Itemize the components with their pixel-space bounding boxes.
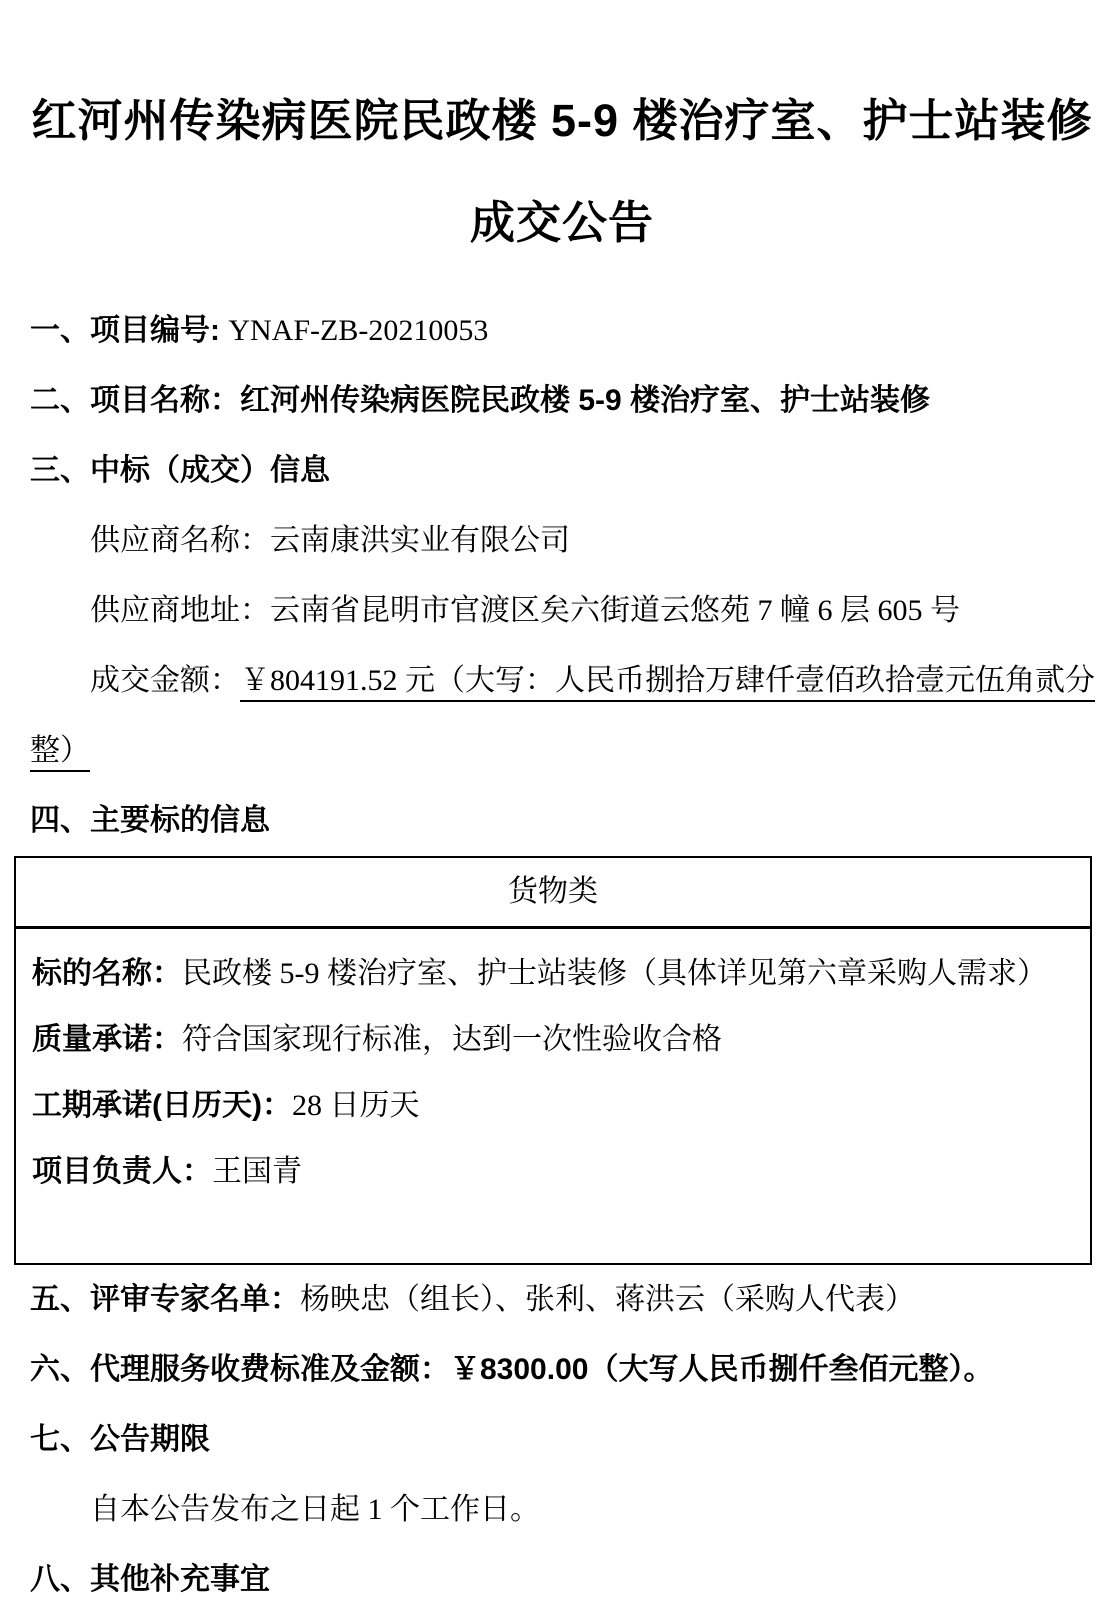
table-row	[32, 1007, 1074, 1073]
table-row	[32, 1139, 1074, 1205]
award-amount-label: 成交金额：	[90, 664, 240, 697]
section-experts	[30, 1265, 1100, 1335]
section-project-name	[30, 366, 1100, 436]
supplier-name-line: 供应商名称：云南康洪实业有限公司	[90, 524, 570, 557]
table-row	[32, 1073, 1074, 1139]
table-header-category: 货物类	[16, 858, 1090, 929]
section-award-info-heading: 三、中标（成交）信息	[30, 454, 330, 487]
quality-promise-label: 质量承诺：	[32, 1023, 182, 1056]
section-notice-period-heading: 七、公告期限	[30, 1423, 210, 1456]
table-row	[32, 941, 1074, 1007]
agency-fee-label: 六、代理服务收费标准及金额：	[30, 1353, 450, 1386]
subject-name-value: 民政楼 5-9 楼治疗室、护士站装修（具体详见第六章采购人需求）	[182, 957, 1047, 990]
section-project-number	[30, 296, 1100, 366]
section-other-heading: 八、其他补充事宜	[30, 1563, 270, 1596]
project-name-label: 二、项目名称：	[30, 384, 240, 417]
section-agency-fee	[30, 1335, 1100, 1405]
award-amount-line	[30, 646, 1100, 786]
project-number-value: YNAF-ZB-20210053	[228, 314, 489, 347]
section-main-subject-heading: 四、主要标的信息	[30, 804, 270, 837]
table-body	[16, 929, 1090, 1263]
duration-promise-value: 28 日历天	[291, 1089, 420, 1122]
project-name-value: 红河州传染病医院民政楼 5-9 楼治疗室、护士站装修	[240, 384, 931, 417]
project-manager-label: 项目负责人：	[32, 1155, 212, 1188]
page-title: 红河州传染病医院民政楼 5-9 楼治疗室、护士站装修成交公告	[31, 95, 1093, 248]
experts-value: 杨映忠（组长）、张利、蒋洪云（采购人代表）	[300, 1283, 915, 1316]
document-body	[30, 296, 1100, 1615]
experts-label: 五、评审专家名单：	[30, 1283, 300, 1316]
notice-period-body: 自本公告发布之日起 1 个工作日。	[90, 1493, 540, 1526]
duration-promise-label: 工期承诺(日历天)：	[32, 1089, 292, 1122]
award-amount-value: ￥804191.52 元（大写：人民币捌拾万肆仟壹佰玖拾壹元伍角贰分整）	[30, 664, 1095, 767]
project-number-label: 一、项目编号:	[30, 314, 229, 347]
project-manager-value: 王国青	[212, 1155, 302, 1188]
subject-name-label: 标的名称：	[32, 957, 182, 990]
main-subject-table	[14, 856, 1092, 1265]
agency-fee-value: ￥8300.00（大写人民币捌仟叁佰元整）。	[450, 1353, 994, 1386]
supplier-address-line: 供应商地址：云南省昆明市官渡区矣六街道云悠苑 7 幢 6 层 605 号	[90, 594, 960, 627]
quality-promise-value: 符合国家现行标准，达到一次性验收合格	[182, 1023, 722, 1056]
